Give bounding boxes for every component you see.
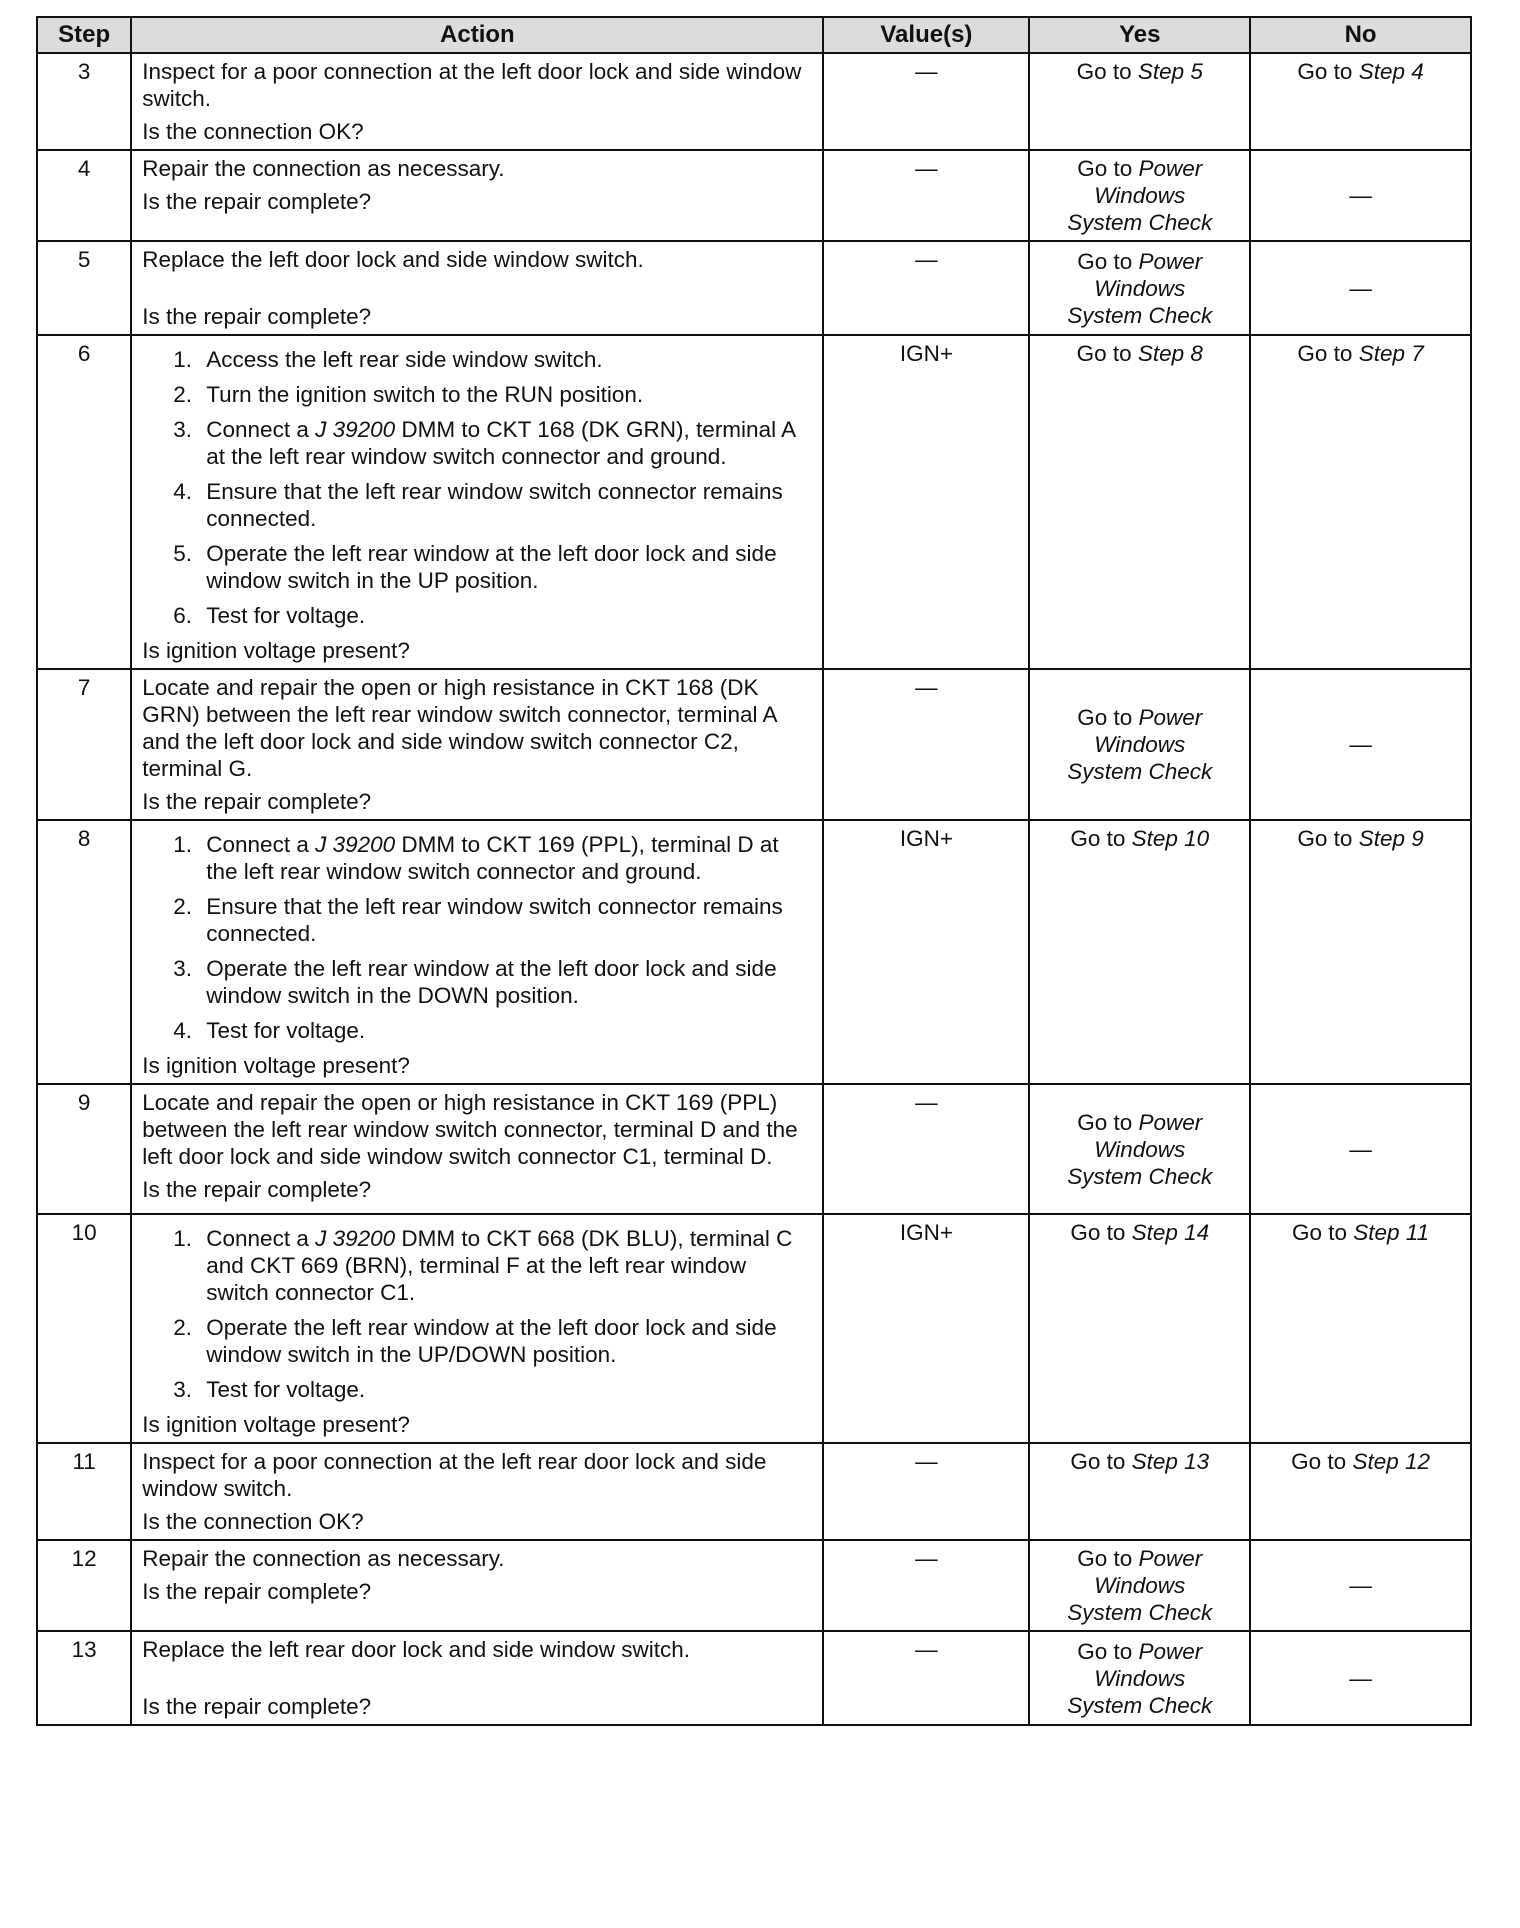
no-target: Step 7 xyxy=(1358,341,1424,366)
action-question: Is the repair complete? xyxy=(142,1177,372,1202)
no-cell xyxy=(1250,150,1471,241)
yes-cell xyxy=(1029,335,1250,669)
value-dash: — xyxy=(915,1637,938,1662)
header-no: No xyxy=(1250,17,1471,53)
yes-cell xyxy=(1029,1443,1250,1540)
no-cell xyxy=(1250,669,1471,820)
yes-target: Step 10 xyxy=(1131,826,1210,851)
value-cell: IGN+ xyxy=(823,1214,1029,1443)
goto-label: Go to xyxy=(1077,1109,1133,1135)
goto-label: Go to xyxy=(1070,826,1126,851)
goto-label: Go to xyxy=(1291,1449,1347,1474)
action-cell xyxy=(131,150,823,241)
yes-cell xyxy=(1029,1084,1250,1214)
action-cell xyxy=(131,1443,823,1540)
no-cell xyxy=(1250,335,1471,669)
yes-target: Step 5 xyxy=(1137,59,1203,84)
yes-cell xyxy=(1029,1631,1250,1725)
header-step: Step xyxy=(37,17,131,53)
value-cell xyxy=(823,1443,1029,1540)
action-question: Is the repair complete? xyxy=(142,1694,372,1719)
action-text: Replace the left door lock and side window switch. xyxy=(142,247,644,272)
action-cell xyxy=(131,669,823,820)
value-dash: — xyxy=(915,247,938,272)
action-text: Repair the connection as necessary. xyxy=(142,1546,505,1571)
tool-name: J 39200 xyxy=(315,832,396,857)
no-target: Step 12 xyxy=(1352,1449,1431,1474)
table-row xyxy=(37,53,1471,150)
step-number: 8 xyxy=(37,820,131,1084)
yes-target: Step 14 xyxy=(1131,1220,1210,1245)
step-number: 12 xyxy=(37,1540,131,1631)
substep-text: DMM to CKT 168 (DK GRN), terminal A at the left rear window switch connector and ground. xyxy=(206,417,795,469)
action-cell xyxy=(131,1540,823,1631)
goto-label: Go to xyxy=(1077,156,1133,181)
pwsc-line2: Windows xyxy=(1094,1665,1186,1691)
value-cell: IGN+ xyxy=(823,820,1029,1084)
table-row xyxy=(37,335,1471,669)
step-number: 4 xyxy=(37,150,131,241)
pwsc-line3: System Check xyxy=(1067,1163,1213,1189)
value-dash: — xyxy=(915,675,938,700)
action-question: Is the repair complete? xyxy=(142,1579,372,1604)
no-dash: — xyxy=(1349,183,1372,208)
pwsc-line3: System Check xyxy=(1067,1600,1213,1625)
pwsc-line2: Windows xyxy=(1094,1573,1186,1598)
diagnostic-table xyxy=(36,16,1472,1726)
goto-label: Go to xyxy=(1070,1220,1126,1245)
header-values: Value(s) xyxy=(823,17,1029,53)
substep: 2. Turn the ignition switch to the RUN position. xyxy=(198,381,812,408)
goto-label: Go to xyxy=(1077,705,1133,730)
substep: 4. Ensure that the left rear window switch connector remains connected. xyxy=(198,478,812,532)
substep-text: Connect a xyxy=(206,417,316,442)
substep: 5. Operate the left rear window at the left door lock and side window switch in the UP position. xyxy=(198,540,812,594)
action-text: Inspect for a poor connection at the left door lock and side window switch. xyxy=(142,59,802,111)
no-target: Step 11 xyxy=(1353,1220,1430,1245)
pwsc-line1: Power xyxy=(1138,1546,1203,1571)
pwsc-line3: System Check xyxy=(1067,302,1213,328)
value-cell xyxy=(823,150,1029,241)
goto-label: Go to xyxy=(1077,248,1133,274)
table-row xyxy=(37,1631,1471,1725)
action-text: Repair the connection as necessary. xyxy=(142,156,505,181)
value-cell xyxy=(823,669,1029,820)
no-dash: — xyxy=(1349,1573,1372,1598)
substep-list xyxy=(142,1225,812,1403)
action-question: Is the repair complete? xyxy=(142,189,372,214)
step-number: 11 xyxy=(37,1443,131,1540)
action-question: Is the connection OK? xyxy=(142,1509,364,1534)
substep xyxy=(198,831,812,885)
no-target: Step 9 xyxy=(1358,826,1424,851)
substep-text: Connect a xyxy=(206,832,316,857)
tool-name: J 39200 xyxy=(315,417,396,442)
yes-target: Step 8 xyxy=(1137,341,1203,366)
value-cell xyxy=(823,241,1029,335)
table-row xyxy=(37,820,1471,1084)
substep: 3. Operate the left rear window at the left door lock and side window switch in the DOWN position. xyxy=(198,955,812,1009)
substep xyxy=(198,416,812,470)
pwsc-line2: Windows xyxy=(1094,1136,1186,1162)
yes-cell xyxy=(1029,150,1250,241)
goto-label: Go to xyxy=(1077,1546,1133,1571)
pwsc-line2: Windows xyxy=(1094,183,1186,208)
substep: 3. Test for voltage. xyxy=(198,1376,812,1403)
action-cell xyxy=(131,1084,823,1214)
substep-text: Connect a xyxy=(206,1226,316,1251)
no-cell xyxy=(1250,241,1471,335)
pwsc-line3: System Check xyxy=(1067,1692,1213,1718)
action-cell xyxy=(131,241,823,335)
pwsc-line1: Power xyxy=(1138,156,1203,181)
substep-list xyxy=(142,346,812,629)
action-question: Is the repair complete? xyxy=(142,304,372,329)
yes-cell xyxy=(1029,241,1250,335)
value-cell: IGN+ xyxy=(823,335,1029,669)
goto-label: Go to xyxy=(1291,1220,1347,1245)
action-question: Is the repair complete? xyxy=(142,789,372,814)
value-dash: — xyxy=(915,1449,938,1474)
step-number: 10 xyxy=(37,1214,131,1443)
value-cell xyxy=(823,53,1029,150)
no-cell xyxy=(1250,1540,1471,1631)
action-question: Is the connection OK? xyxy=(142,119,364,144)
no-dash: — xyxy=(1349,1665,1372,1691)
action-text: Replace the left rear door lock and side window switch. xyxy=(142,1637,691,1662)
action-cell xyxy=(131,1631,823,1725)
pwsc-line1: Power xyxy=(1138,1109,1203,1135)
value-dash: — xyxy=(915,156,938,181)
yes-cell xyxy=(1029,1540,1250,1631)
yes-target: Step 13 xyxy=(1131,1449,1210,1474)
action-cell xyxy=(131,1214,823,1443)
value-dash: — xyxy=(915,59,938,84)
pwsc-line2: Windows xyxy=(1094,732,1186,757)
table-row xyxy=(37,1214,1471,1443)
yes-cell xyxy=(1029,1214,1250,1443)
pwsc-line2: Windows xyxy=(1094,275,1186,301)
no-cell xyxy=(1250,1084,1471,1214)
value-dash: — xyxy=(915,1546,938,1571)
action-cell xyxy=(131,335,823,669)
goto-label: Go to xyxy=(1297,341,1353,366)
step-number: 9 xyxy=(37,1084,131,1214)
value-cell xyxy=(823,1631,1029,1725)
step-number: 3 xyxy=(37,53,131,150)
pwsc-line1: Power xyxy=(1138,1638,1203,1664)
substep-list xyxy=(142,831,812,1044)
no-cell xyxy=(1250,820,1471,1084)
substep: 1. Access the left rear side window switch. xyxy=(198,346,812,373)
table-row xyxy=(37,1443,1471,1540)
substep: 2. Operate the left rear window at the left door lock and side window switch in the UP/DOWN position. xyxy=(198,1314,812,1368)
no-cell xyxy=(1250,1631,1471,1725)
substep: 2. Ensure that the left rear window switch connector remains connected. xyxy=(198,893,812,947)
tool-name: J 39200 xyxy=(315,1226,396,1251)
action-question: Is ignition voltage present? xyxy=(142,1053,410,1078)
header-yes: Yes xyxy=(1029,17,1250,53)
goto-label: Go to xyxy=(1297,826,1353,851)
action-text: Locate and repair the open or high resistance in CKT 168 (DK GRN) between the left rear window switch connector, terminal A and the left door lock and side window switch connector C2, terminal G. xyxy=(142,675,777,781)
table-row xyxy=(37,1084,1471,1214)
step-number: 7 xyxy=(37,669,131,820)
value-cell xyxy=(823,1540,1029,1631)
substep: 6. Test for voltage. xyxy=(198,602,812,629)
goto-label: Go to xyxy=(1077,1638,1133,1664)
table-row xyxy=(37,150,1471,241)
goto-label: Go to xyxy=(1297,59,1353,84)
yes-cell xyxy=(1029,53,1250,150)
table-row xyxy=(37,669,1471,820)
no-cell xyxy=(1250,1443,1471,1540)
action-text: Locate and repair the open or high resistance in CKT 169 (PPL) between the left rear window switch connector, terminal D and the left door lock and side window switch connector C1, terminal D. xyxy=(142,1090,798,1169)
action-question: Is ignition voltage present? xyxy=(142,1412,410,1437)
pwsc-line1: Power xyxy=(1138,248,1203,274)
table-row xyxy=(37,1540,1471,1631)
action-cell xyxy=(131,53,823,150)
substep-text: DMM to CKT 169 (PPL), terminal D at the left rear window switch connector and ground. xyxy=(206,832,779,884)
goto-label: Go to xyxy=(1076,59,1132,84)
no-dash: — xyxy=(1349,732,1372,757)
value-cell xyxy=(823,1084,1029,1214)
no-target: Step 4 xyxy=(1358,59,1424,84)
no-cell xyxy=(1250,53,1471,150)
no-cell xyxy=(1250,1214,1471,1443)
step-number: 5 xyxy=(37,241,131,335)
table-row xyxy=(37,241,1471,335)
substep: 4. Test for voltage. xyxy=(198,1017,812,1044)
step-number: 13 xyxy=(37,1631,131,1725)
yes-cell xyxy=(1029,669,1250,820)
diagnostic-table-page xyxy=(36,16,1472,1726)
yes-cell xyxy=(1029,820,1250,1084)
no-dash: — xyxy=(1349,1136,1372,1162)
pwsc-line3: System Check xyxy=(1067,759,1213,784)
substep xyxy=(198,1225,812,1306)
goto-label: Go to xyxy=(1076,341,1132,366)
action-text: Inspect for a poor connection at the left rear door lock and side window switch. xyxy=(142,1449,767,1501)
goto-label: Go to xyxy=(1070,1449,1126,1474)
header-row xyxy=(37,17,1471,53)
pwsc-line1: Power xyxy=(1138,705,1203,730)
action-cell xyxy=(131,820,823,1084)
value-dash: — xyxy=(915,1090,938,1115)
pwsc-line3: System Check xyxy=(1067,210,1213,235)
action-question: Is ignition voltage present? xyxy=(142,638,410,663)
step-number: 6 xyxy=(37,335,131,669)
no-dash: — xyxy=(1349,275,1372,301)
substep-text: DMM to CKT 668 (DK BLU), terminal C and CKT 669 (BRN), terminal F at the left rear window switch connector C1. xyxy=(206,1226,793,1305)
header-action: Action xyxy=(131,17,823,53)
